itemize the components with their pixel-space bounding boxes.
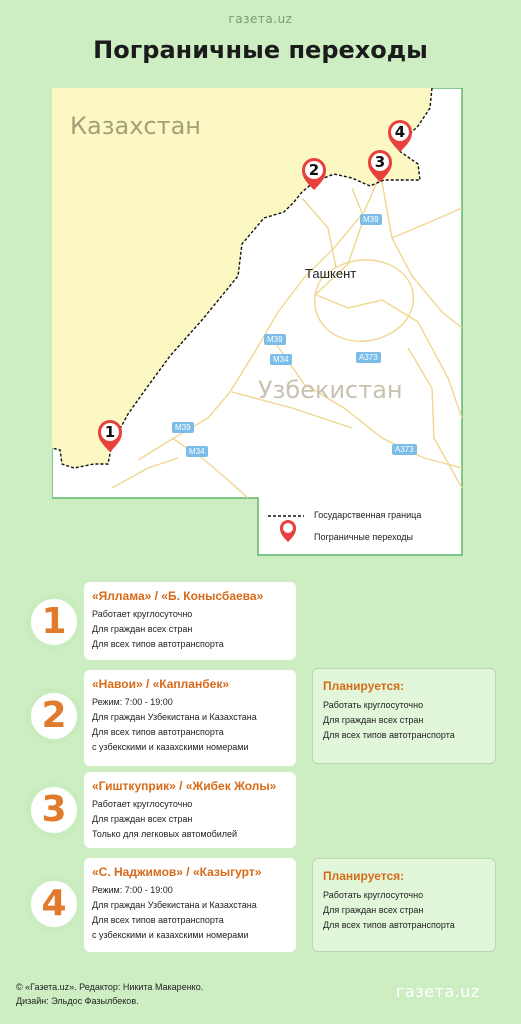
crossing-info-line: Для всех типов автотранспорта <box>92 639 224 649</box>
crossing-info-line: Работает круглосуточно <box>92 799 193 809</box>
pin-number-2: 2 <box>308 161 320 179</box>
crossing-number-badge <box>26 782 82 838</box>
crossing-number: 2 <box>41 695 67 736</box>
planned-card-2 <box>312 668 496 764</box>
crossing-card-3 <box>84 772 296 848</box>
crossing-info-line: Режим: 7:00 - 19:00 <box>92 697 173 707</box>
road-badge-m39: M39 <box>264 334 286 345</box>
credits <box>16 980 203 1008</box>
credits-line: Дизайн: Эльдос Фазылбеков. <box>16 996 139 1006</box>
pin-number-3: 3 <box>374 153 386 171</box>
crossing-title: «С. Наджимов» / «Казыгурт» <box>92 865 262 879</box>
crossing-title: «Яллама» / «Б. Конысбаева» <box>92 589 264 603</box>
crossing-card-4 <box>84 858 296 952</box>
planned-title: Планируется: <box>323 679 405 693</box>
crossing-title: «Гишткуприк» / «Жибек Жолы» <box>92 779 277 793</box>
crossing-number: 3 <box>41 789 67 830</box>
brand-logo-bottom: газета.uz <box>396 982 480 1001</box>
crossing-number-badge <box>26 594 82 650</box>
road-badge-m34: M34 <box>186 446 208 457</box>
crossing-info-line: с узбекскими и казахскими номерами <box>92 742 249 752</box>
planned-info-line: Для всех типов автотранспорта <box>323 730 455 740</box>
planned-title: Планируется: <box>323 869 405 883</box>
road-badge-a373: A373 <box>392 444 417 455</box>
planned-info-line: Работать круглосуточно <box>323 700 424 710</box>
crossing-info-line: Для всех типов автотранспорта <box>92 727 224 737</box>
credits-line: © «Газета.uz». Редактор: Никита Макаренко. <box>16 982 204 992</box>
crossing-info-line: Режим: 7:00 - 19:00 <box>92 885 173 895</box>
road-badge-m39: M39 <box>172 422 194 433</box>
crossing-number-badge <box>26 876 82 932</box>
crossing-card-2 <box>84 670 296 766</box>
crossing-info-line: с узбекскими и казахскими номерами <box>92 930 249 940</box>
crossing-info-line: Для граждан Узбекистана и Казахстана <box>92 900 257 910</box>
crossing-info-line: Для граждан Узбекистана и Казахстана <box>92 712 257 722</box>
label-kazakhstan: Казахстан <box>70 112 201 140</box>
crossing-number: 4 <box>41 883 67 924</box>
label-uzbekistan: Узбекистан <box>258 376 403 404</box>
road-badge-a373: A373 <box>356 352 381 363</box>
map <box>52 88 464 556</box>
crossing-number: 1 <box>41 601 67 642</box>
crossing-info-line: Для всех типов автотранспорта <box>92 915 224 925</box>
label-tashkent: Ташкент <box>305 266 357 281</box>
road-badge-m39: M39 <box>360 214 382 225</box>
crossing-info-line: Работает круглосуточно <box>92 609 193 619</box>
crossing-number-badge <box>26 688 82 744</box>
planned-info-line: Работать круглосуточно <box>323 890 424 900</box>
crossing-info-line: Для граждан всех стран <box>92 814 193 824</box>
map-graphic <box>52 88 464 556</box>
crossing-title: «Навои» / «Капланбек» <box>92 677 229 691</box>
legend-crossings-label: Пограничные переходы <box>314 532 414 542</box>
crossing-info-line: Только для легковых автомобилей <box>92 829 238 839</box>
road-badge-m34: M34 <box>270 354 292 365</box>
planned-info-line: Для граждан всех стран <box>323 905 424 915</box>
planned-info-line: Для всех типов автотранспорта <box>323 920 455 930</box>
crossing-info-line: Для граждан всех стран <box>92 624 193 634</box>
planned-card-4 <box>312 858 496 952</box>
crossing-card-1 <box>84 582 296 660</box>
legend-border-label: Государственная граница <box>314 510 422 520</box>
pin-number-1: 1 <box>104 423 116 441</box>
planned-info-line: Для граждан всех стран <box>323 715 424 725</box>
brand-logo-top: газета.uz <box>228 12 293 26</box>
pin-number-4: 4 <box>394 123 406 141</box>
page-title: Пограничные переходы <box>93 36 428 64</box>
